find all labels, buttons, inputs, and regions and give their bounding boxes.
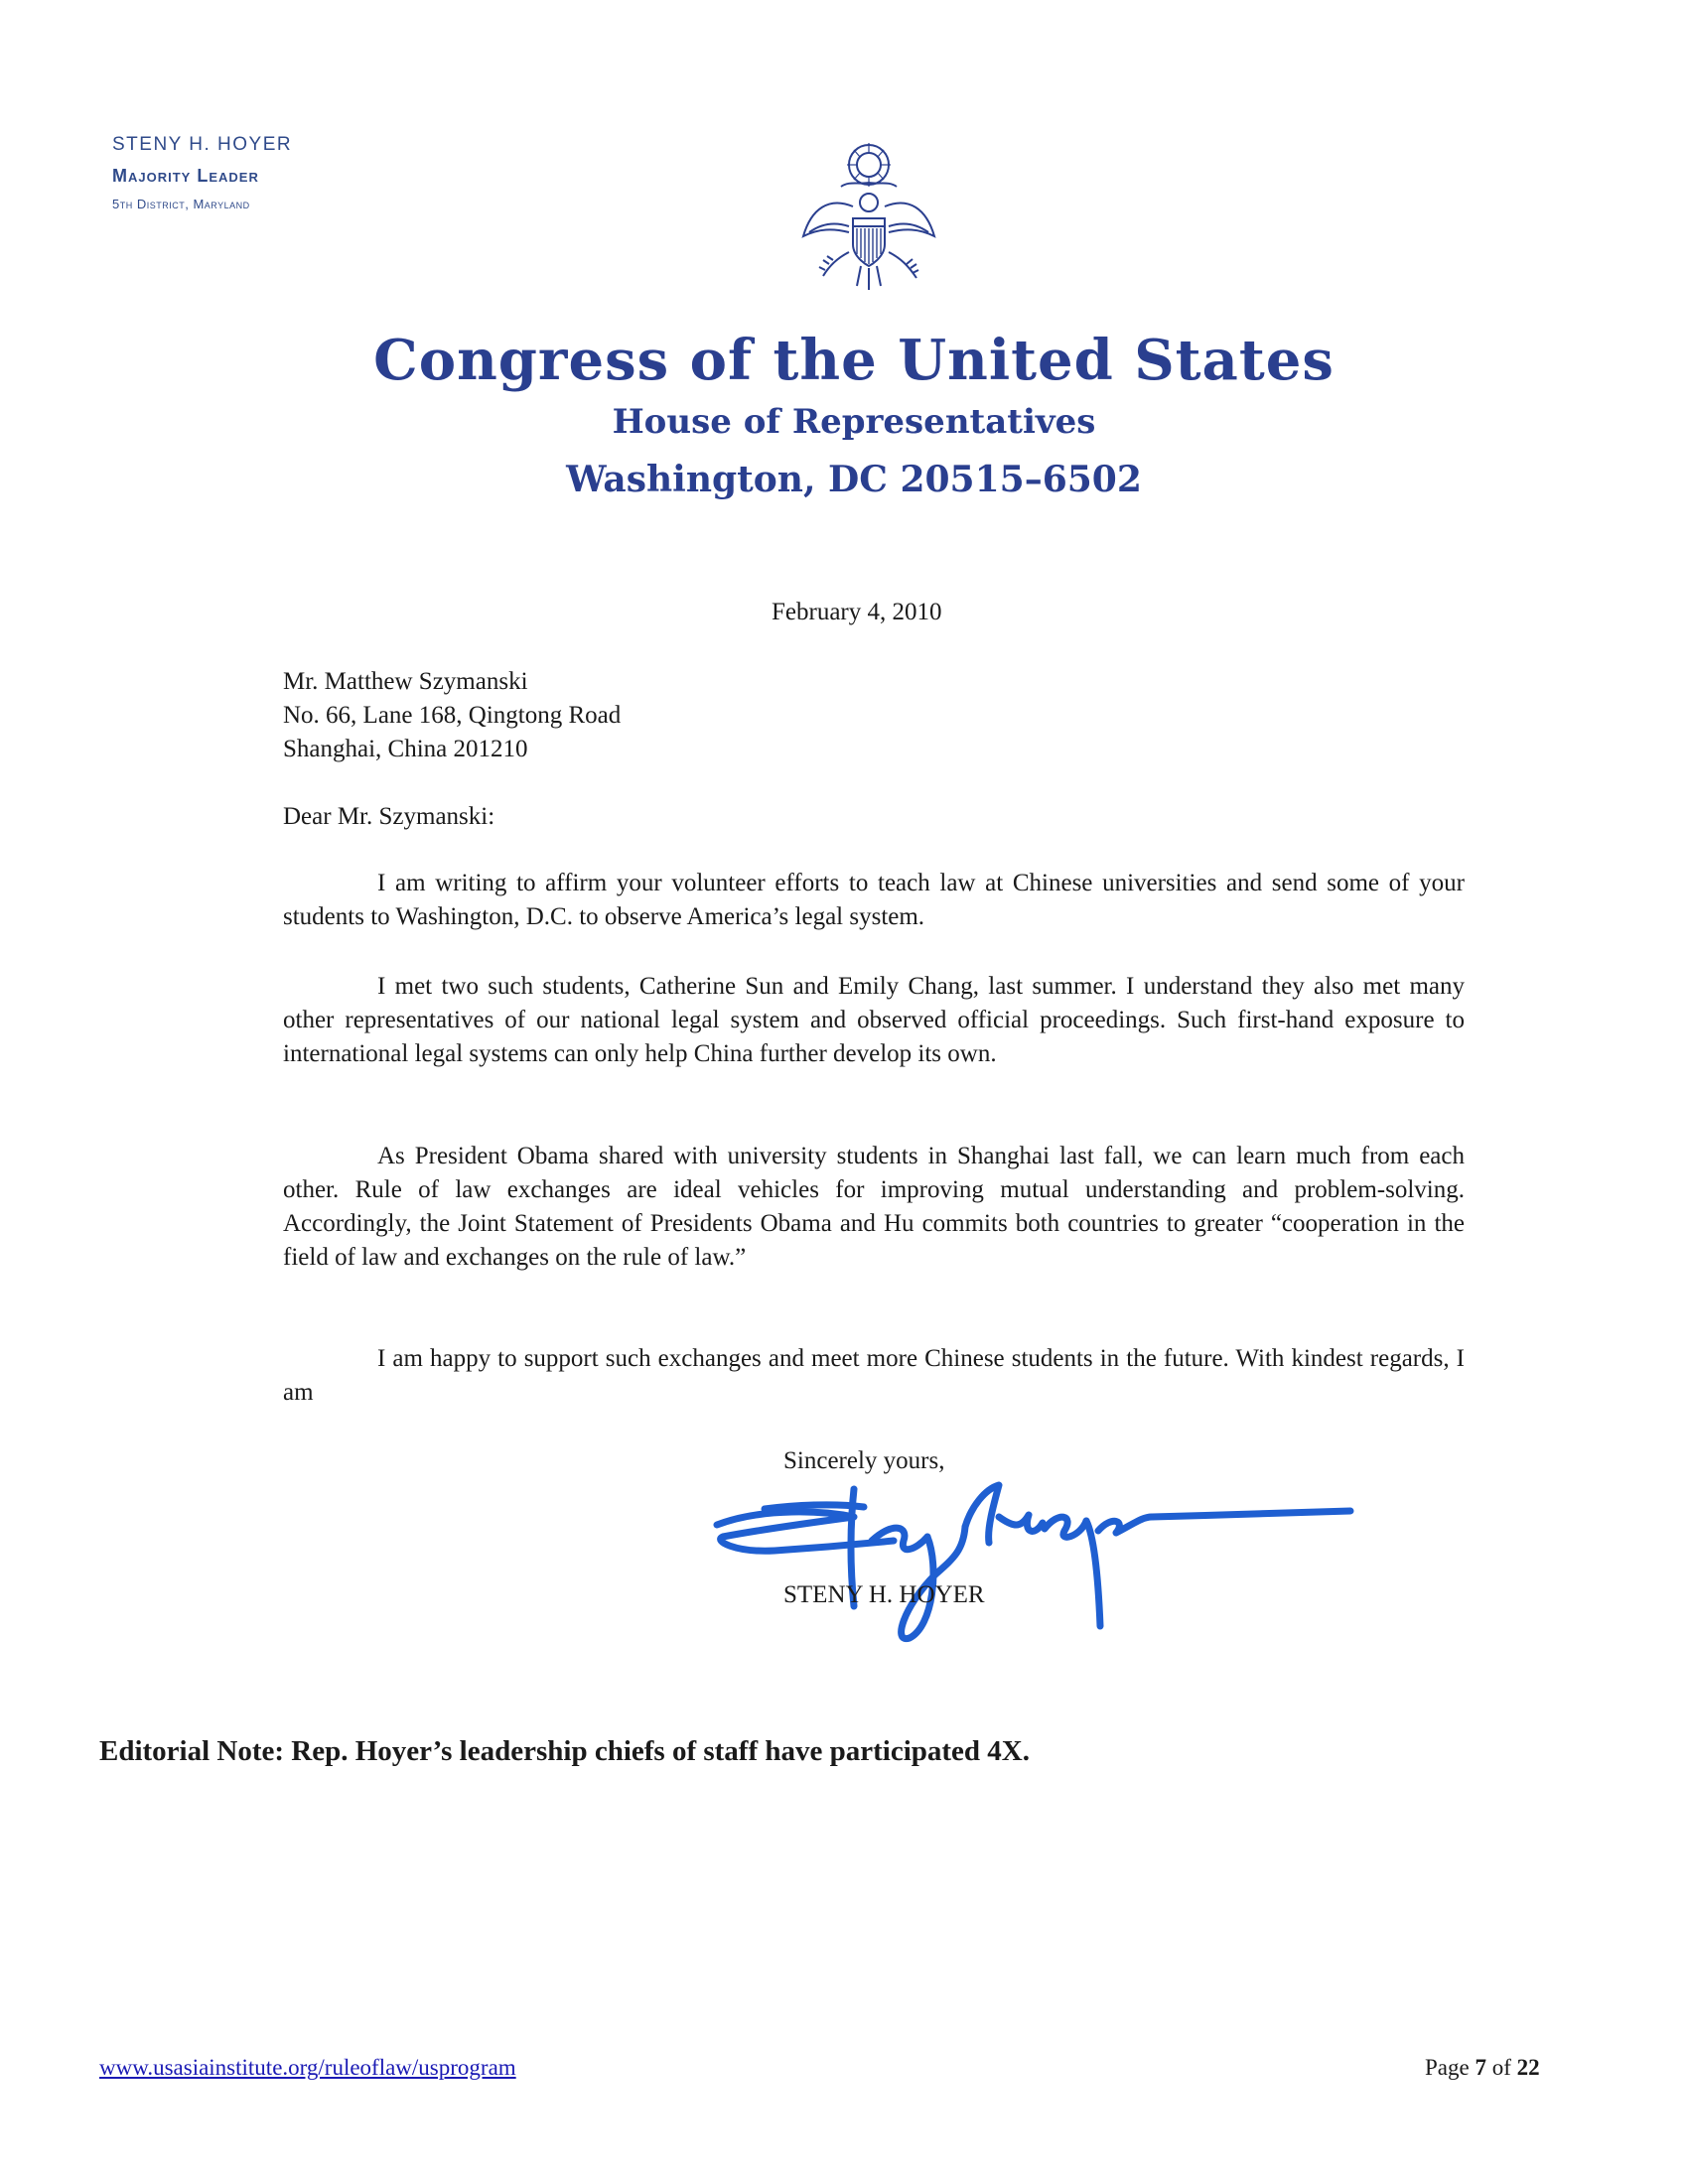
sender-title: Majority Leader bbox=[112, 166, 259, 186]
sender-name: STENY H. HOYER bbox=[112, 134, 293, 155]
letter-paragraph: I am writing to affirm your volunteer efforts to teach law at Chinese universities and send some of your students to Washington, D.C. to observe America’s legal system. bbox=[283, 870, 1465, 930]
page-current: 7 bbox=[1475, 2055, 1486, 2080]
letter-paragraph: I met two such students, Catherine Sun and Emily Chang, last summer. I understand they also met many other representatives of our national legal system and observed official proceedings. Such first-hand exposure to international legal systems can only help China further develop its own. bbox=[283, 973, 1465, 1067]
sender-district: 5th District, Maryland bbox=[112, 197, 250, 211]
letter-date: February 4, 2010 bbox=[772, 599, 942, 625]
recipient-address bbox=[283, 665, 621, 766]
recipient-line: Mr. Matthew Szymanski bbox=[283, 668, 528, 695]
letter-paragraph: I am happy to support such exchanges and meet more Chinese students in the future. With kindest regards, I am bbox=[283, 1345, 1465, 1406]
great-seal-eagle-icon bbox=[789, 137, 948, 296]
editorial-note: Editorial Note: Rep. Hoyer’s leadership chiefs of staff have participated 4X. bbox=[99, 1735, 1030, 1767]
letter-paragraph: As President Obama shared with university students in Shanghai last fall, we can learn much from each other. Rule of law exchanges are ideal vehicles for improving mutual understanding and problem-solving. Accordingly, the Joint Statement of Presidents Obama and Hu commits both countries to greater “cooperation in the field of law and exchanges on the rule of law.” bbox=[283, 1143, 1465, 1271]
closing: Sincerely yours, bbox=[783, 1447, 945, 1474]
handwritten-signature bbox=[705, 1467, 1370, 1666]
page-total: 22 bbox=[1516, 2055, 1540, 2080]
letterhead-sender bbox=[112, 134, 292, 211]
recipient-line: Shanghai, China 201210 bbox=[283, 736, 528, 762]
letterhead-congress: Congress of the United States bbox=[373, 328, 1335, 393]
footer-link[interactable]: www.usasiainstitute.org/ruleoflaw/usprogram bbox=[99, 2055, 516, 2080]
letterhead-house: House of Representatives bbox=[612, 402, 1096, 442]
recipient-line: No. 66, Lane 168, Qingtong Road bbox=[283, 702, 622, 729]
letterhead-address: Washington, DC 20515–6502 bbox=[566, 459, 1142, 500]
salutation: Dear Mr. Szymanski: bbox=[283, 803, 495, 830]
page-number: Page 7 of 22 bbox=[1425, 2055, 1540, 2080]
signer-name: STENY H. HOYER bbox=[783, 1581, 985, 1608]
